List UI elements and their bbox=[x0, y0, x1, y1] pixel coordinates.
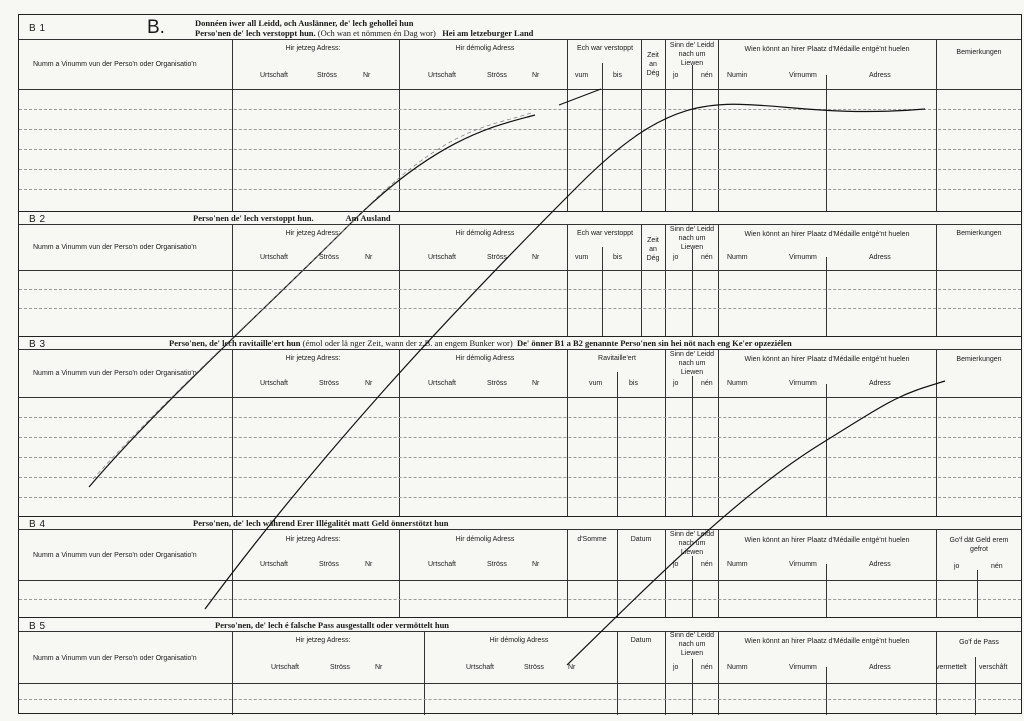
section-title: Perso'nen, de' lech während Erer Illégalitét matt Geld önnerstötzt hun bbox=[193, 518, 449, 528]
header-date: Datum bbox=[630, 637, 652, 644]
header-name: Numm a Vinumm vun der Perso'n oder Organisatio'n bbox=[33, 655, 197, 662]
section-code: B 3 bbox=[29, 339, 46, 350]
header-former-address: Hir démolig Adress bbox=[455, 45, 515, 52]
section-title: Donnéen iwer all Leidd, och Auslänner, de' lech geholleĭ hun bbox=[195, 18, 414, 28]
header-current-address: Hir jetzeg Adress: bbox=[285, 45, 341, 52]
section-b3: B 3 Perso'nen, de' lech ravitaille'ert hun (émol oder lä nger Zeit, wann der z.B. an engem Bunker wor) De' önner B1 a B2 genannte Perso'nen sin hei nöt nach eng Ke'er opzeziélen Numm a Vinumm vun der Perso'n oder Organisatio'n Hir jetzeg Adress: Urtschaft Ströss Nr Hir démolig Adress Urtschaft Ströss Nr Ravitaille'ert vum bis Sinn de' Leidd nach um Liewen jo nén Wien könnt an hirer Plaatz d'Médaille entgé'nt huelen Numm Virnumm Adress Bemierkungen bbox=[19, 336, 1021, 516]
header-sum: d'Somme bbox=[577, 536, 607, 543]
section-b2: B 2 Perso'nen de' lech verstoppt hun. Am Ausland Numm a Vinumm vun der Perso'n oder Organisatio'n Hir jetzeg Adress: Urtschaft Ströss Nr Hir démolig Adress Urtschaft Ströss Nr Ech war verstoppt vum bis Zeit an Dég Sinn de' Leidd nach um Liewen jo nén Wien könnt an hirer Plaatz d'Médaille entgé'nt huelen Numm Virnumm Adress Bemierkungen bbox=[19, 211, 1021, 336]
header-name: Numm a Vinumm vun der Perso'n oder Organisatio'n bbox=[33, 61, 197, 68]
form-page bbox=[18, 14, 1022, 714]
header-passport: Go'f de Pass bbox=[959, 639, 999, 646]
header-supplied: Ravitaille'ert bbox=[598, 355, 636, 362]
section-code: B 1 bbox=[29, 23, 46, 34]
header-hidden: Ech war verstoppt bbox=[576, 45, 634, 52]
section-title: Perso'nen, de' lech ravitaille'ert hun (émol oder lä nger Zeit, wann der z.B. an engem Bunker wor) De' önner B1 a B2 genannte Perso'nen sin hei nöt nach eng Ke'er opzeziélen bbox=[169, 338, 792, 348]
header-money-back: Go'f dät Geld erem gefrot bbox=[949, 537, 1009, 553]
header-date: Datum bbox=[630, 536, 652, 543]
section-b4: B 4 Perso'nen, de' lech während Erer Illégalitét matt Geld önnerstötzt hun Numm a Vinumm vun der Perso'n oder Organisatio'n Hir jetzeg Adress: Urtschaft Ströss Nr Hir démolig Adress Urtschaft Ströss Nr d'Somme Datum Sinn de' Leidd nach um Liewen jo nén Wien könnt an hirer Plaatz d'Médaille entgé'nt huelen Numm Virnumm Adress Go'f dät Geld erem gefrot jo nén bbox=[19, 516, 1021, 617]
header-life: Sinn de' Leidd nach um Liewen bbox=[669, 42, 715, 67]
section-b1: B 1 B. Donnéen iwer all Leidd, och Auslänner, de' lech geholleĭ hun Perso'nen de' lech verstoppt hun. (Och wan et nömmen én Dag wor) Hei am letzeburger Land Numm a Vinumm vun der Perso'n oder Organisatio'n Hir jetzeg Adress: Urtschaft Ströss Nr Hir démolig Adress Urtschaft Ströss Nr Ech war verstoppt vum bis Zeit an Dég Sinn de' Leidd nach um Liewen jo nén Wien könnt an hirer Plaatz d'Médaille entgé'nt huelen Numin Virnumm Adress Bemierkungen bbox=[19, 15, 1021, 211]
header-time: Zeit an Dég bbox=[646, 52, 660, 77]
header-name: Numm a Vinumm vun der Perso'n oder Organisatio'n bbox=[33, 552, 197, 559]
section-title: Perso'nen, de' lech é falsche Pass ausgestallt oder vermöttelt hun bbox=[215, 620, 450, 630]
section-code: B 2 bbox=[29, 214, 46, 225]
section-title: Perso'nen de' lech verstoppt hun. Am Ausland bbox=[193, 213, 391, 223]
section-code: B 4 bbox=[29, 519, 46, 530]
header-remarks: Bemierkungen bbox=[956, 49, 1002, 56]
header-medal: Wien könnt an hirer Plaatz d'Médaille entgé'nt huelen bbox=[744, 46, 910, 53]
form-letter: B. bbox=[147, 17, 165, 38]
section-code: B 5 bbox=[29, 621, 46, 632]
header-name: Numm a Vinumm vun der Perso'n oder Organisatio'n bbox=[33, 370, 197, 377]
section-subtitle: Perso'nen de' lech verstoppt hun. (Och wan et nömmen én Dag wor) Hei am letzeburger Land bbox=[195, 28, 534, 38]
section-b5: B 5 Perso'nen, de' lech é falsche Pass ausgestallt oder vermöttelt hun Numm a Vinumm vun der Perso'n oder Organisatio'n Hir jetzeg Adress: Urtschaft Ströss Nr Hir démolig Adress Urtschaft Ströss Nr Datum Sinn de' Leidd nach um Liewen jo nén Wien könnt an hirer Plaatz d'Médaille entgé'nt huelen Numm Virnumm Adress Go'f de Pass vermettelt verschâft bbox=[19, 617, 1021, 715]
header-name: Numm a Vinumm vun der Perso'n oder Organisatio'n bbox=[33, 244, 197, 251]
